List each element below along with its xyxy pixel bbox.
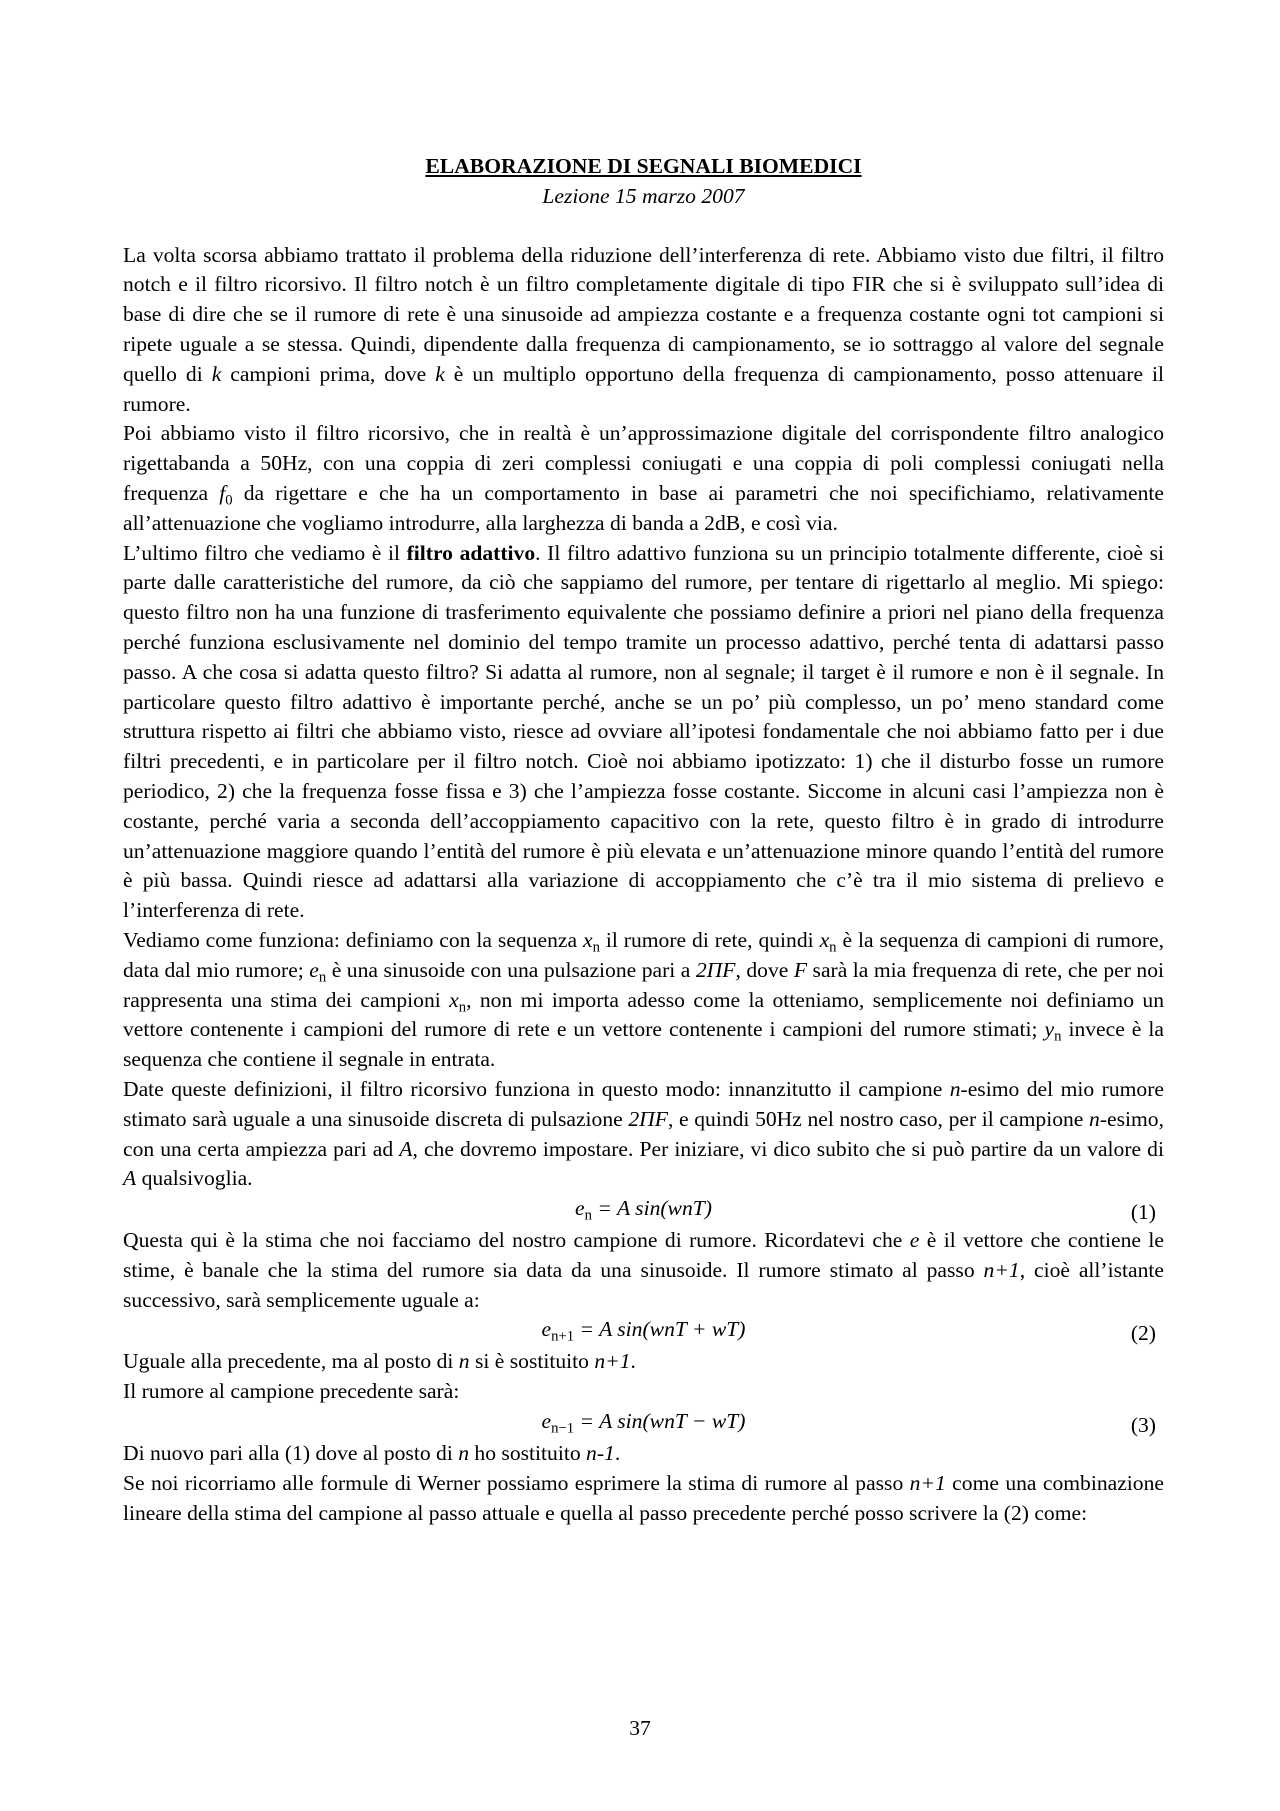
equation-1-subscript: n [584,1207,592,1224]
paragraph-8: Il rumore al campione precedente sarà: [123,1379,460,1404]
paragraph-5: Date queste definizioni, il filtro ricorsivo funziona in questo modo: innanzitutto il campione n-esimo del mio rumore stimato sarà uguale a una sinusoide discreta di pulsazione 2ΠF, e quindi 50Hz nel nostro caso, per il campione n-esimo, con una certa ampiezza pari ad A, che dovremo impostare. Per iniziare, vi dico subito che si può partire da un valore di A qualsivoglia. [123,1076,1165,1191]
paragraph-9: Di nuovo pari alla (1) dove al posto di n ho sostituito n-1. [123,1441,621,1466]
equation-3 [123,1407,1164,1439]
equation-2-rhs: = A sin(wnT + wT) [574,1317,746,1342]
paragraph-4: Vediamo come funziona: definiamo con la sequenza $x_n$ il rumore di rete, quindi $x_n$ è la sequenza di campioni di rumore, data dal mio rumore; $e_n$ è una sinusoide con una pulsazione pari a 2ΠF, dove F sarà la mia frequenza di rete, che per noi rappresenta una stima dei campioni $x_n$, non mi importa adesso come la otteniamo, semplicemente noi definiamo un vettore contenente i campioni del rumore di rete e un vettore contenente i campioni del rumore stimati; $y_n$ invece è la sequenza che contiene il segnale in entrata. [123,927,1165,1072]
paragraph-7: Uguale alla precedente, ma al posto di n si è sostituito n+1. [123,1349,636,1374]
page-subtitle: Lezione 15 marzo 2007 [542,183,745,208]
equation-3-lhs: e [541,1409,552,1434]
equation-2 [123,1315,1164,1347]
equation-3-number: (3) [1130,1413,1156,1438]
page-title: ELABORAZIONE DI SEGNALI BIOMEDICI [425,154,862,178]
equation-3-rhs: = A sin(wnT − wT) [574,1409,746,1434]
page-number: 37 [629,1716,651,1740]
paragraph-6: Questa qui è la stima che noi facciamo del nostro campione di rumore. Ricordatevi che e è il vettore che contiene le stime, è banale che la stima del rumore sia data da una sinusoide. Il rumore stimato al passo n+1, cioè all’istante successivo, sarà semplicemente uguale a: [123,1228,1164,1312]
equation-2-subscript: n+1 [551,1328,575,1345]
equation-1-rhs: = A sin(wnT) [591,1196,712,1221]
document-page [123,152,1164,1528]
equation-1-lhs: e [575,1196,585,1221]
equation-2-number: (2) [1130,1321,1156,1346]
equation-1-number: (1) [1130,1200,1156,1225]
paragraph-2: Poi abbiamo visto il filtro ricorsivo, che in realtà è un’approssimazione digitale del corrispondente filtro analogico rigettabanda a 50Hz, con una coppia di zeri complessi coniugati e una coppia di poli complessi coniugati nella frequenza $f_0$ da rigettare e che ha un comportamento in base ai parametri che noi specifichiamo, relativamente all’attenuazione che vogliamo introdurre, alla larghezza di banda a 2dB, e così via. [123,421,1164,535]
equation-3-subscript: n−1 [551,1420,575,1437]
paragraph-3: L’ultimo filtro che vediamo è il filtro adattivo. Il filtro adattivo funziona su un principio totalmente differente, cioè si parte dalle caratteristiche del rumore, da ciò che sappiamo del rumore, per tentare di rigettarlo al meglio. Mi spiego: questo filtro non ha una funzione di trasferimento equivalente che possiamo definire a priori nel piano della frequenza perché funziona esclusivamente nel dominio del tempo tramite un processo adattivo, perché tenta di adattarsi passo passo. A che cosa si adatta questo filtro? Si adatta al rumore, non al segnale; il target è il rumore e non è il segnale. In particolare questo filtro adattivo è importante perché, anche se un po’ più complesso, un po’ meno standard come struttura rispetto ai filtri che abbiamo visto, riesce ad ovviare all’ipotesi fondamentale che noi abbiamo fatto per i due filtri precedenti, e in particolare per il filtro notch. Cioè noi abbiamo ipotizzato: 1) che il disturbo fosse un rumore periodico, 2) che la frequenza fosse fissa e 3) che l’ampiezza fosse costante. Siccome in alcuni casi l’ampiezza non è costante, perché varia a seconda dell’accoppiamento capacitivo con la rete, questo filtro è in grado di introdurre un’attenuazione maggiore quando l’entità del rumore è più elevata e un’attenuazione minore quando l’entità del rumore è più bassa. Quindi riesce ad adattarsi alla variazione di accoppiamento che c’è tra il mio sistema di prelievo e l’interferenza di rete. [123,540,1164,923]
paragraph-1: La volta scorsa abbiamo trattato il problema della riduzione dell’interferenza di rete. Abbiamo visto due filtri, il filtro notch e il filtro ricorsivo. Il filtro notch è un filtro completamente digitale di tipo FIR che si è sviluppato sull’idea di base di dire che se il rumore di rete è una sinusoide ad ampiezza costante e a frequenza costante ogni tot campioni si ripete uguale a se stessa. Quindi, dipendente dalla frequenza di campionamento, se io sottraggo al valore del segnale quello di k campioni prima, dove k è un multiplo opportuno della frequenza di campionamento, posso attenuare il rumore. [123,242,1164,416]
paragraph-10: Se noi ricorriamo alle formule di Werner possiamo esprimere la stima di rumore al passo n+1 come una combinazione lineare della stima del campione al passo attuale e quella al passo precedente perché posso scrivere la (2) come: [123,1470,1164,1525]
equation-2-lhs: e [541,1317,552,1342]
equation-1 [123,1194,1164,1226]
